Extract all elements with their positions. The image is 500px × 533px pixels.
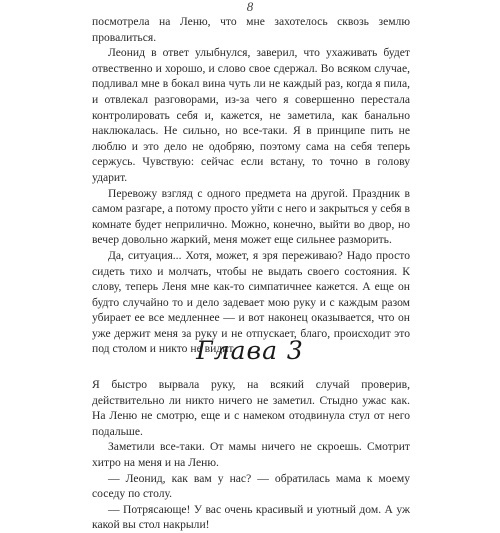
paragraph: — Леонид, как вам у нас? — обратилась мама к моему соседу по столу. [92, 471, 410, 501]
paragraph: — Потрясающе! У вас очень красивый и уютный дом. А уж какой вы стол накрыли! [92, 502, 410, 532]
paragraph: Леонид в ответ улыбнулся, заверил, что ухаживать будет отвественно и хорошо, и слово свое сдержал. Во всяком случае, подливал мне в бокал вина чуть ли не каждый раз, когда я пила, и отвлекал разговорами, из-за чего я совершенно перестала контролировать себя и, кажется, не заметила, как банально наклюкалась. Не сильно, но все-таки. Я в принципе пить не люблю и это дело не одобряю, поэтому сама на себя теперь сержусь. Чувствую: сейчас если встану, то точно в голову ударит. [92, 46, 410, 184]
page-number: 8 [246, 0, 254, 14]
chapter-title: Глава 3 [196, 336, 304, 365]
paragraph: Я быстро вырвала руку, на всякий случай проверив, действительно ли никто ничего не заметил. Стыдно ужас как. На Леню не смотрю, еще и с намеком отодвинула стул от него подальше. [92, 378, 410, 438]
paragraph: посмотрела на Леню, что мне захотелось сквозь землю провалиться. [92, 15, 410, 44]
text-block-top [92, 14, 410, 357]
text-block-bottom [92, 377, 410, 533]
paragraph: Перевожу взгляд с одного предмета на другой. Праздник в самом разгаре, а потому просто уйти с него и закрыться у себя в комнате будет неприлично. Можно, конечно, выйти во двор, но вечер довольно жаркий, меня может еще сильнее разморить. [92, 186, 410, 247]
paragraph: Заметили все-таки. От мамы ничего не скроешь. Смотрит хитро на меня и на Леню. [92, 440, 410, 469]
paragraph: Да, ситуация... Хотя, может, я зря переживаю? Надо просто сидеть тихо и молчать, чтобы не выдать своего состояния. К слову, теперь Леня мне как-то симпатичнее кажется. А еще он будто случайно то и дело задевает мою руку и с каждым разом убирает ее все медленнее — и вот наконец оказывается, что он уже держит меня за руку и не отпускает, благо, происходит это под столом и никто не видит. [92, 248, 410, 356]
